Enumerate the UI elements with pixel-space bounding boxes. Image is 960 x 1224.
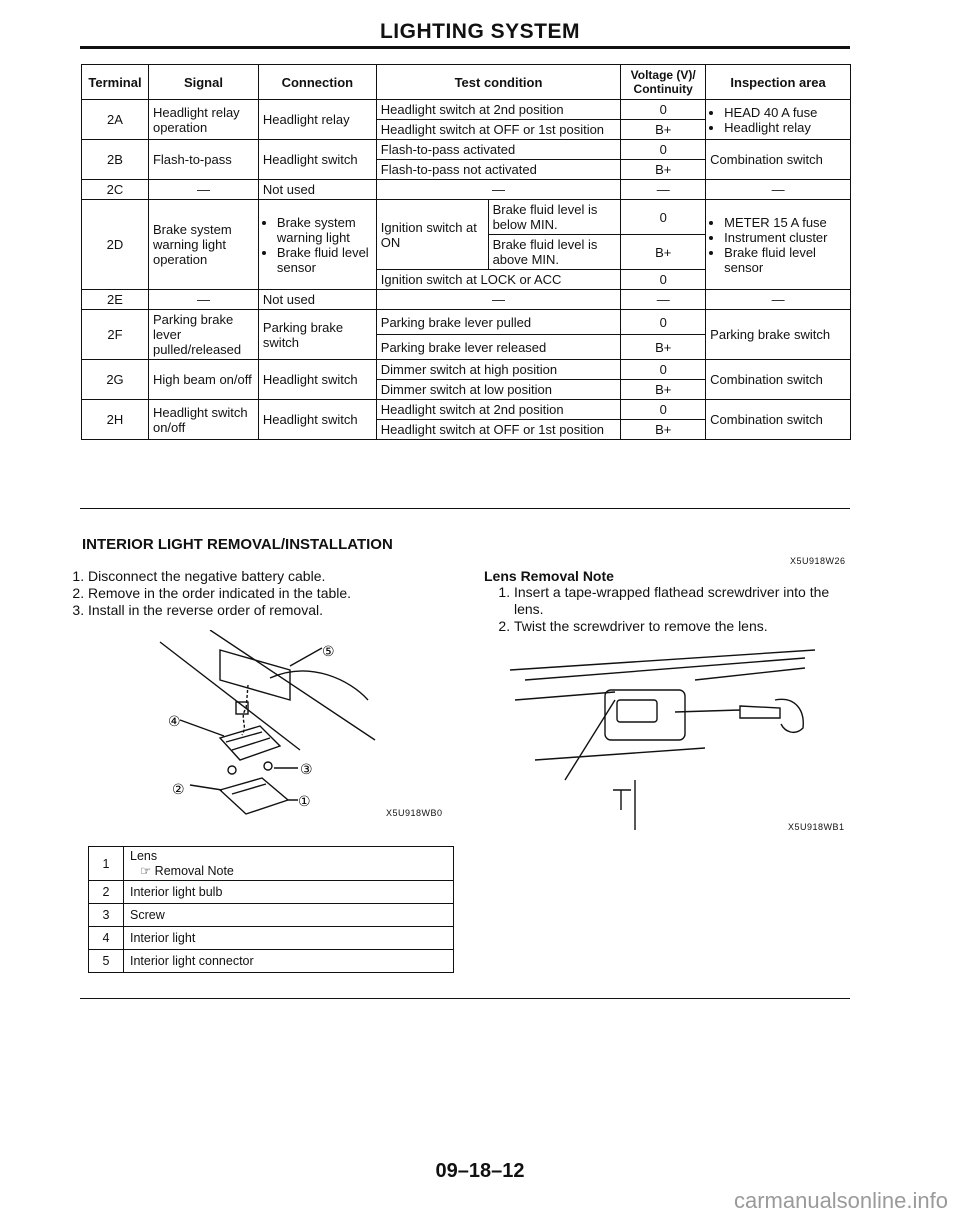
test-cell: Dimmer switch at high position — [376, 360, 620, 380]
roof-line — [160, 630, 375, 750]
inspection-cell — [706, 100, 851, 140]
table-row — [82, 100, 851, 120]
connection-cell: Parking brake switch — [258, 310, 376, 360]
signal-cell: Brake system warning light operation — [148, 200, 258, 290]
interior-light-exploded-diagram — [150, 630, 390, 830]
value-cell: 0 — [621, 310, 706, 335]
table-row — [89, 927, 454, 950]
callout-4: ④ — [168, 714, 181, 730]
terminal-cell: 2A — [82, 100, 149, 140]
page-title: LIGHTING SYSTEM — [379, 20, 580, 43]
connection-cell — [258, 200, 376, 290]
part-name-cell — [124, 847, 454, 881]
inspection-cell: — — [706, 290, 851, 310]
inspection-cell: Parking brake switch — [706, 310, 851, 360]
inspection-item: • Instrument cluster — [724, 230, 846, 245]
table-row — [82, 200, 851, 235]
step-item: 1. Disconnect the negative battery cable. — [88, 568, 468, 585]
interior-light-body — [220, 726, 280, 760]
part-number: 4 — [89, 927, 124, 950]
bottom-divider — [80, 998, 850, 999]
value-cell: B+ — [621, 380, 706, 400]
inspection-cell: Combination switch — [706, 360, 851, 400]
callout-2: ② — [172, 782, 185, 798]
table-row — [82, 180, 851, 200]
table-row — [89, 847, 454, 881]
inspection-item: • Brake fluid level sensor — [724, 245, 846, 275]
connection-cell: Headlight switch — [258, 140, 376, 180]
value-cell: — — [621, 180, 706, 200]
terminal-cell: 2B — [82, 140, 149, 180]
table-row — [82, 290, 851, 310]
table-row — [82, 400, 851, 420]
table-row — [82, 310, 851, 335]
value-cell: 0 — [621, 270, 706, 290]
test-cell: Brake fluid level is below MIN. — [488, 200, 621, 235]
header-inspection: Inspection area — [706, 65, 851, 100]
title-rule — [80, 46, 850, 49]
value-cell: — — [621, 290, 706, 310]
part-name: Interior light bulb — [124, 881, 454, 904]
watermark: carmanualsonline.info — [733, 1188, 948, 1213]
step-item: 3. Install in the reverse order of removal. — [88, 602, 468, 619]
test-cell: Brake fluid level is above MIN. — [488, 235, 621, 270]
table-row — [89, 881, 454, 904]
signal-cell: Flash-to-pass — [148, 140, 258, 180]
terminal-cell: 2G — [82, 360, 149, 400]
figure-code-right: X5U918WB1 — [788, 822, 845, 832]
value-cell: 0 — [621, 360, 706, 380]
terminal-cell: 2E — [82, 290, 149, 310]
inspection-cell: Combination switch — [706, 400, 851, 440]
inspection-item: • HEAD 40 A fuse — [724, 105, 846, 120]
connection-item: • Brake fluid level sensor — [277, 245, 372, 275]
lens-shape — [220, 778, 288, 814]
lens-note-steps — [484, 584, 844, 635]
part-note: ☞ Removal Note — [140, 864, 234, 878]
step-item: 1. Insert a tape-wrapped flathead screwdriver into the lens. — [514, 584, 844, 618]
signal-cell: Headlight relay operation — [148, 100, 258, 140]
connection-cell: Not used — [258, 180, 376, 200]
step-item: 2. Twist the screwdriver to remove the lens. — [514, 618, 844, 635]
inspection-cell: Combination switch — [706, 140, 851, 180]
terminal-table — [81, 64, 851, 440]
section-heading: INTERIOR LIGHT REMOVAL/INSTALLATION — [82, 536, 393, 553]
inspection-item: • Headlight relay — [724, 120, 846, 135]
lens-inner — [617, 700, 657, 722]
header-voltage: Voltage (V)/ Continuity — [621, 65, 706, 100]
connection-cell: Headlight switch — [258, 360, 376, 400]
value-cell: B+ — [621, 335, 706, 360]
figure-code-left: X5U918WB0 — [386, 808, 443, 818]
table-row — [82, 360, 851, 380]
signal-cell: Headlight switch on/off — [148, 400, 258, 440]
section-divider — [80, 508, 850, 509]
part-number: 1 — [89, 847, 124, 881]
value-cell: 0 — [621, 200, 706, 235]
roof-lines — [510, 650, 815, 700]
test-cell: Headlight switch at 2nd position — [376, 400, 620, 420]
screw-left — [228, 766, 236, 774]
inspection-item: • METER 15 A fuse — [724, 215, 846, 230]
terminal-cell: 2F — [82, 310, 149, 360]
signal-cell: High beam on/off — [148, 360, 258, 400]
value-cell: B+ — [621, 160, 706, 180]
test-cell: Parking brake lever released — [376, 335, 620, 360]
header-test-condition: Test condition — [376, 65, 620, 100]
table-row — [89, 950, 454, 973]
value-cell: 0 — [621, 100, 706, 120]
callout-3: ③ — [300, 762, 313, 778]
header-terminal: Terminal — [82, 65, 149, 100]
connection-cell: Not used — [258, 290, 376, 310]
inspection-cell — [706, 200, 851, 290]
test-cell: Flash-to-pass activated — [376, 140, 620, 160]
callout-1: ① — [298, 794, 311, 810]
value-cell: B+ — [621, 420, 706, 440]
test-cell: Flash-to-pass not activated — [376, 160, 620, 180]
condition-group-cell: Ignition switch at ON — [376, 200, 488, 270]
test-cell: Dimmer switch at low position — [376, 380, 620, 400]
test-cell: Headlight switch at OFF or 1st position — [376, 420, 620, 440]
part-number: 2 — [89, 881, 124, 904]
screwdriver — [675, 706, 780, 718]
connection-item: • Brake system warning light — [277, 215, 372, 245]
terminal-cell: 2C — [82, 180, 149, 200]
lens-note — [484, 568, 844, 635]
signal-cell: — — [148, 180, 258, 200]
connection-cell: Headlight switch — [258, 400, 376, 440]
table-row — [82, 140, 851, 160]
lens-note-heading: Lens Removal Note — [484, 568, 614, 584]
part-name: Screw — [124, 904, 454, 927]
value-cell: B+ — [621, 235, 706, 270]
terminal-cell: 2H — [82, 400, 149, 440]
test-cell: Ignition switch at LOCK or ACC — [376, 270, 620, 290]
page-number: 09–18–12 — [435, 1160, 525, 1182]
table-header-row — [82, 65, 851, 100]
hand — [775, 699, 803, 732]
inspection-cell: — — [706, 180, 851, 200]
callout-5: ⑤ — [322, 644, 335, 660]
part-name: Interior light — [124, 927, 454, 950]
part-number: 3 — [89, 904, 124, 927]
terminal-cell: 2D — [82, 200, 149, 290]
connection-cell: Headlight relay — [258, 100, 376, 140]
test-cell: — — [376, 180, 620, 200]
removal-steps — [66, 568, 468, 619]
screw-right — [264, 762, 272, 770]
step-item: 2. Remove in the order indicated in the table. — [88, 585, 468, 602]
signal-cell: Parking brake lever pulled/released — [148, 310, 258, 360]
header-signal: Signal — [148, 65, 258, 100]
test-cell: Parking brake lever pulled — [376, 310, 620, 335]
test-cell: Headlight switch at 2nd position — [376, 100, 620, 120]
edge-profile — [613, 780, 635, 830]
value-cell: 0 — [621, 400, 706, 420]
part-name: Interior light connector — [124, 950, 454, 973]
table-row — [89, 904, 454, 927]
part-name: Lens — [130, 849, 158, 863]
lens-removal-diagram — [505, 640, 825, 830]
parts-table — [88, 846, 454, 973]
value-cell: B+ — [621, 120, 706, 140]
value-cell: 0 — [621, 140, 706, 160]
header-connection: Connection — [258, 65, 376, 100]
test-cell: — — [376, 290, 620, 310]
part-number: 5 — [89, 950, 124, 973]
section-code: X5U918W26 — [790, 556, 846, 566]
test-cell: Headlight switch at OFF or 1st position — [376, 120, 620, 140]
signal-cell: — — [148, 290, 258, 310]
